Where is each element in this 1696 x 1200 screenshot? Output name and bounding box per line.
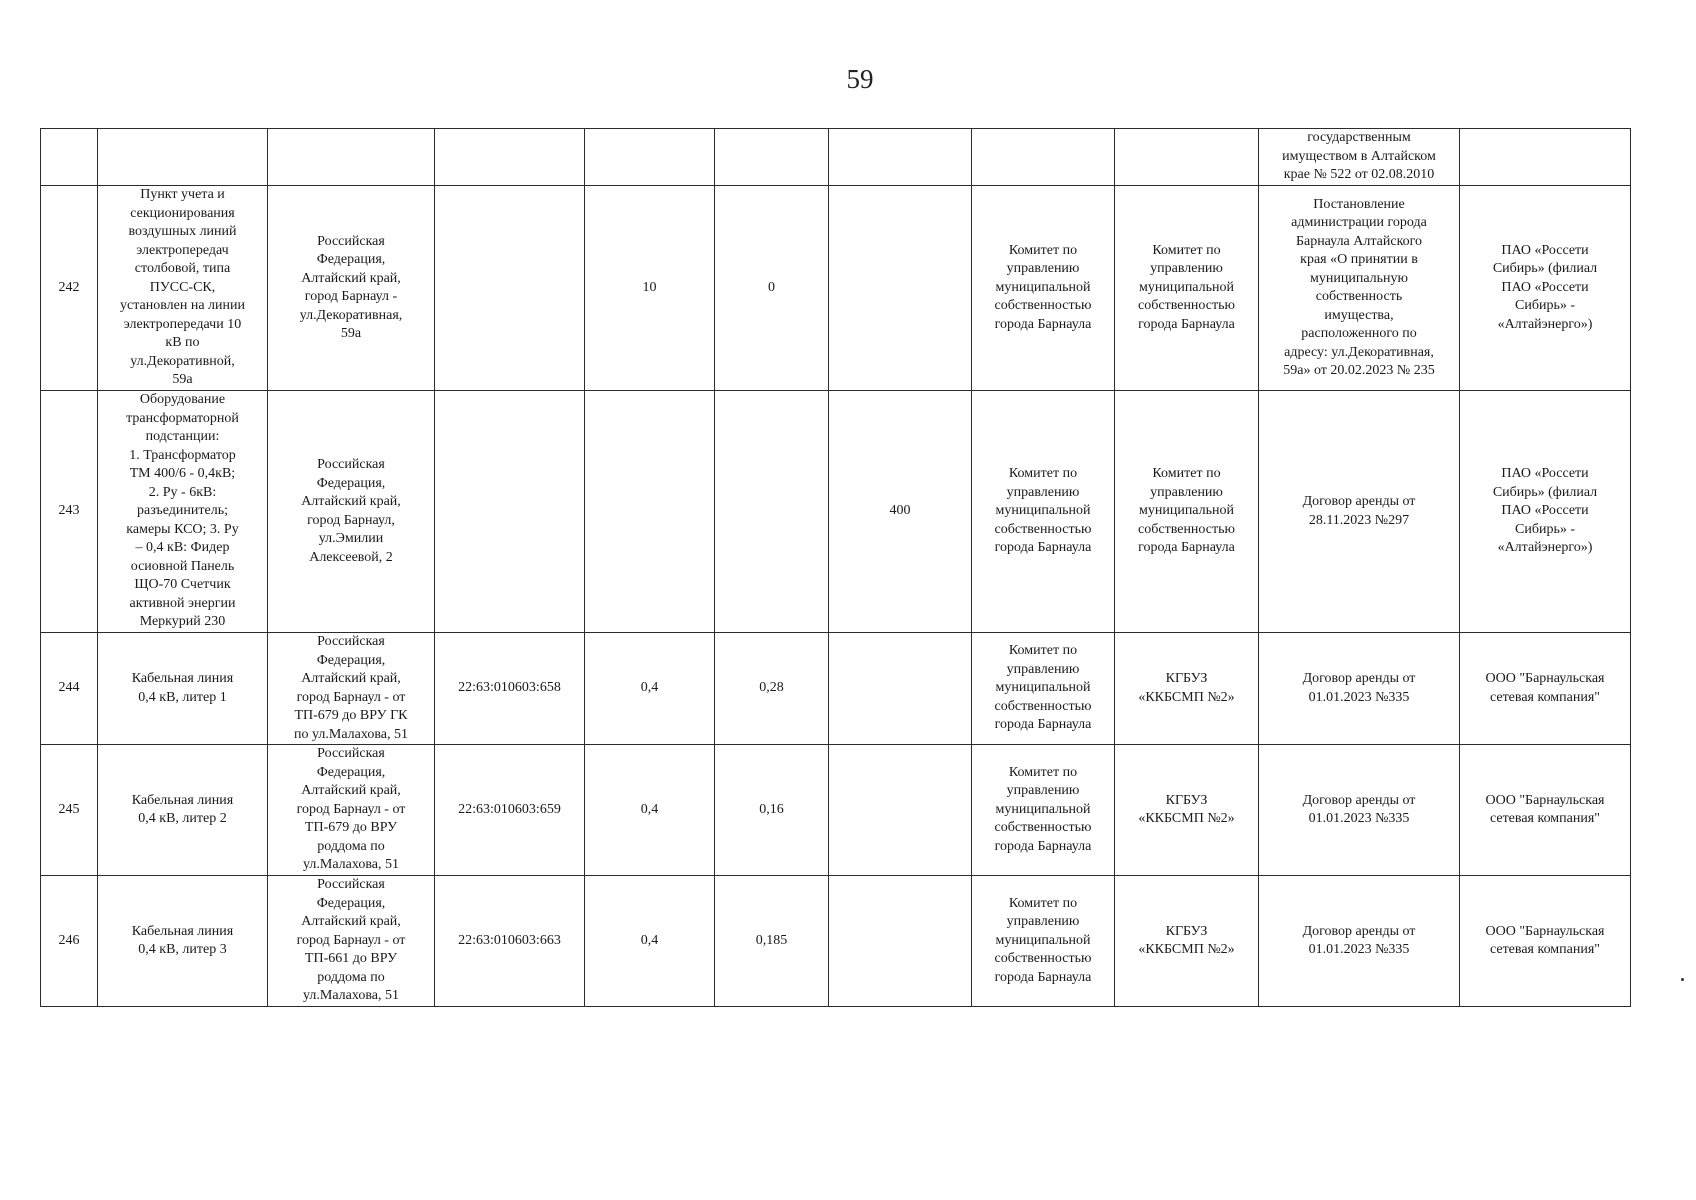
cell-operator: ООО "Барнаульская сетевая компания" <box>1460 745 1631 876</box>
cell-holder: Комитет по управлению муниципальной собственностью города Барнаула <box>1115 186 1259 391</box>
cell-name <box>98 129 268 186</box>
cell-holder: КГБУЗ «ККБСМП №2» <box>1115 876 1259 1007</box>
cell-number: 246 <box>41 876 98 1007</box>
cell-operator: ООО "Барнаульская сетевая компания" <box>1460 876 1631 1007</box>
cell-voltage: 0,4 <box>585 745 715 876</box>
cell-power <box>829 876 972 1007</box>
cell-power <box>829 633 972 745</box>
cell-number: 243 <box>41 391 98 633</box>
page-number: 59 <box>846 64 874 94</box>
cell-length <box>715 391 829 633</box>
cell-cadastral <box>435 129 585 186</box>
cell-address: Российская Федерация, Алтайский край, город Барнаул, ул.Эмилии Алексеевой, 2 <box>268 391 435 633</box>
cell-document: Договор аренды от 01.01.2023 №335 <box>1259 745 1460 876</box>
cell-number <box>41 129 98 186</box>
cell-owner <box>972 129 1115 186</box>
cell-name: Кабельная линия 0,4 кВ, литер 3 <box>98 876 268 1007</box>
cell-operator: ООО "Барнаульская сетевая компания" <box>1460 633 1631 745</box>
cell-cadastral <box>435 186 585 391</box>
cell-number: 245 <box>41 745 98 876</box>
cell-voltage: 0,4 <box>585 633 715 745</box>
cell-length <box>715 129 829 186</box>
table-row <box>41 186 1631 391</box>
cell-cadastral: 22:63:010603:658 <box>435 633 585 745</box>
table-row-continuation <box>41 129 1631 186</box>
cell-operator: ПАО «Россети Сибирь» (филиал ПАО «Россети Сибирь» - «Алтайэнерго») <box>1460 391 1631 633</box>
cell-number: 244 <box>41 633 98 745</box>
cell-voltage <box>585 129 715 186</box>
scan-speck <box>1681 978 1684 981</box>
cell-voltage: 0,4 <box>585 876 715 1007</box>
table-row <box>41 633 1631 745</box>
cell-length: 0,28 <box>715 633 829 745</box>
cell-holder: Комитет по управлению муниципальной собственностью города Барнаула <box>1115 391 1259 633</box>
cell-power <box>829 129 972 186</box>
cell-length: 0,185 <box>715 876 829 1007</box>
cell-operator <box>1460 129 1631 186</box>
cell-holder: КГБУЗ «ККБСМП №2» <box>1115 745 1259 876</box>
cell-document: Постановление администрации города Барнаула Алтайского края «О принятии в муниципальную собственность имущества, расположенного по адресу: ул.Декоративная, 59а» от 20.02.2023 № 235 <box>1259 186 1460 391</box>
cell-length: 0,16 <box>715 745 829 876</box>
cell-voltage: 10 <box>585 186 715 391</box>
cell-document: Договор аренды от 01.01.2023 №335 <box>1259 633 1460 745</box>
property-registry-table <box>40 128 1631 1007</box>
cell-address <box>268 129 435 186</box>
cell-name: Пункт учета и секционирования воздушных линий электропередач столбовой, типа ПУСС-СК, установлен на линии электропередачи 10 кВ по ул.Декоративной, 59а <box>98 186 268 391</box>
cell-owner: Комитет по управлению муниципальной собственностью города Барнаула <box>972 876 1115 1007</box>
cell-holder <box>1115 129 1259 186</box>
cell-address: Российская Федерация, Алтайский край, город Барнаул - от ТП-661 до ВРУ роддома по ул.Малахова, 51 <box>268 876 435 1007</box>
cell-cadastral <box>435 391 585 633</box>
cell-power <box>829 186 972 391</box>
cell-document: Договор аренды от 28.11.2023 №297 <box>1259 391 1460 633</box>
cell-name: Кабельная линия 0,4 кВ, литер 1 <box>98 633 268 745</box>
cell-owner: Комитет по управлению муниципальной собственностью города Барнаула <box>972 391 1115 633</box>
cell-address: Российская Федерация, Алтайский край, город Барнаул - ул.Декоративная, 59а <box>268 186 435 391</box>
table-row <box>41 391 1631 633</box>
cell-name: Кабельная линия 0,4 кВ, литер 2 <box>98 745 268 876</box>
cell-cadastral: 22:63:010603:663 <box>435 876 585 1007</box>
cell-power <box>829 745 972 876</box>
cell-address: Российская Федерация, Алтайский край, город Барнаул - от ТП-679 до ВРУ роддома по ул.Малахова, 51 <box>268 745 435 876</box>
cell-power: 400 <box>829 391 972 633</box>
table-row <box>41 876 1631 1007</box>
cell-length: 0 <box>715 186 829 391</box>
cell-document: государственным имуществом в Алтайском крае № 522 от 02.08.2010 <box>1259 129 1460 186</box>
cell-document: Договор аренды от 01.01.2023 №335 <box>1259 876 1460 1007</box>
cell-holder: КГБУЗ «ККБСМП №2» <box>1115 633 1259 745</box>
cell-owner: Комитет по управлению муниципальной собственностью города Барнаула <box>972 745 1115 876</box>
table-row <box>41 745 1631 876</box>
cell-cadastral: 22:63:010603:659 <box>435 745 585 876</box>
cell-operator: ПАО «Россети Сибирь» (филиал ПАО «Россети Сибирь» - «Алтайэнерго») <box>1460 186 1631 391</box>
cell-owner: Комитет по управлению муниципальной собственностью города Барнаула <box>972 633 1115 745</box>
cell-number: 242 <box>41 186 98 391</box>
cell-owner: Комитет по управлению муниципальной собственностью города Барнаула <box>972 186 1115 391</box>
cell-voltage <box>585 391 715 633</box>
cell-address: Российская Федерация, Алтайский край, город Барнаул - от ТП-679 до ВРУ ГК по ул.Малахова, 51 <box>268 633 435 745</box>
cell-name: Оборудование трансформаторной подстанции: 1. Трансформатор ТМ 400/6 - 0,4кВ; 2. Ру - 6кВ: разъединитель; камеры КСО; 3. Ру – 0,4 кВ: Фидер осиовной Панель ЩО-70 Счетчик активной энергии Меркурий 230 <box>98 391 268 633</box>
